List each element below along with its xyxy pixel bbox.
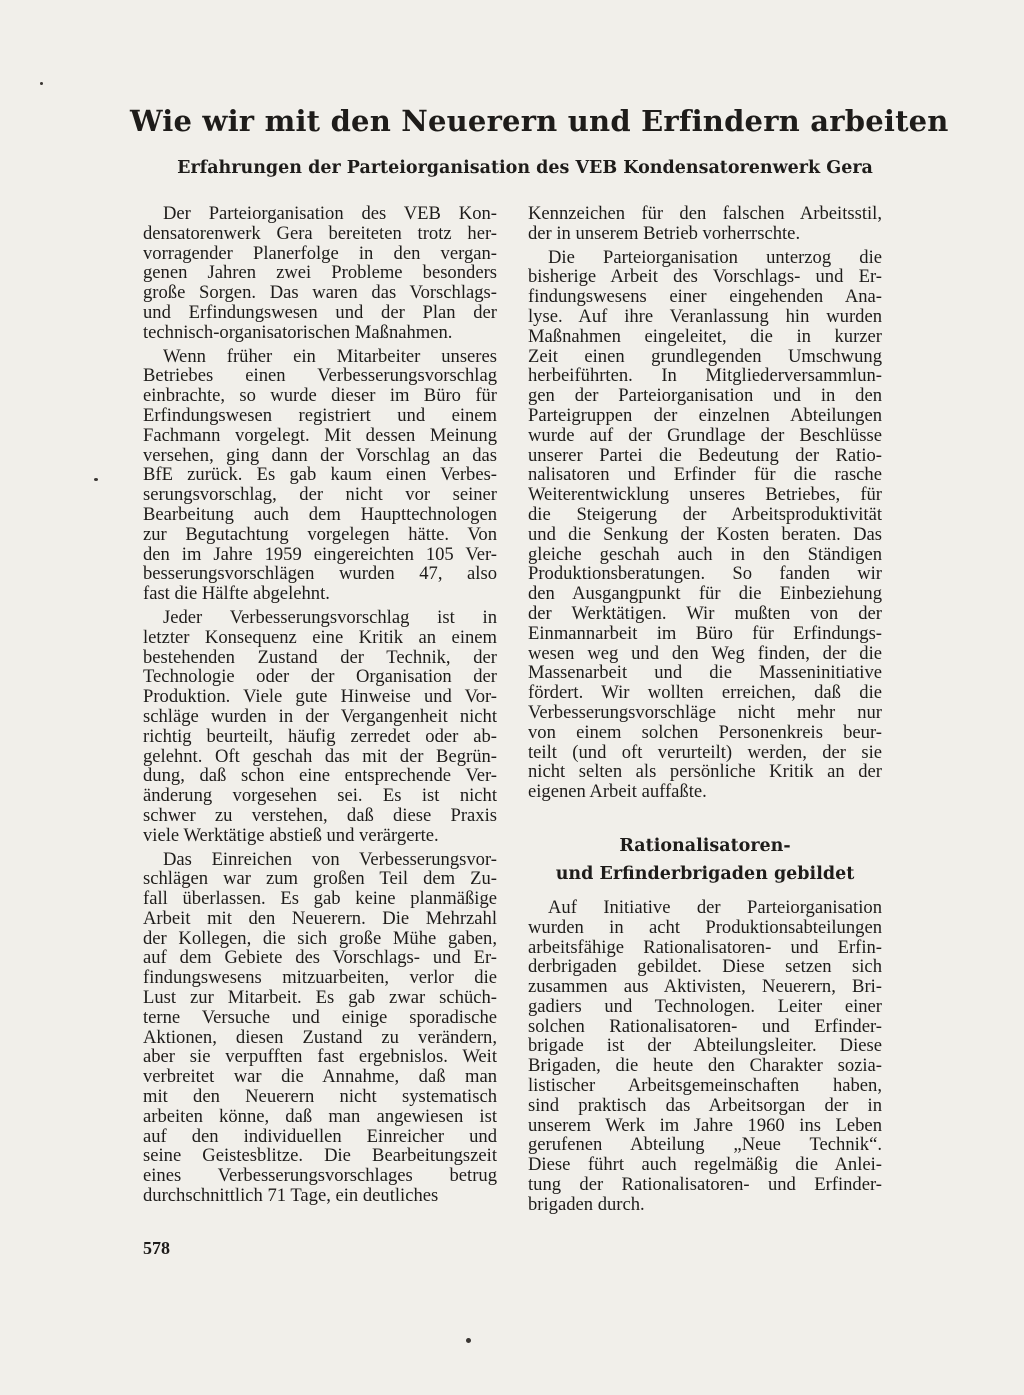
section-heading: [528, 832, 882, 888]
text-line: Auf Initiative der Parteiorganisation: [548, 896, 882, 918]
text-line: Jeder Verbesserungsvorschlag ist in: [163, 606, 497, 628]
text-line: gadiers und Technologen. Leiter einer: [528, 995, 882, 1017]
text-line: der Kollegen, die sich große Mühe gaben,: [143, 927, 497, 949]
paragraph: [528, 898, 882, 1215]
text-line: mit den Neuerern nicht systematisch: [143, 1086, 497, 1108]
text-line: und die Senkung der Kosten beraten. Das: [528, 523, 882, 545]
text-line: Diese führt auch regelmäßig die Anlei-: [528, 1154, 882, 1176]
text-line: Verbesserungsvorschläge nicht mehr nur: [528, 701, 882, 723]
text-line: genen Jahren zwei Probleme besonders: [143, 262, 497, 284]
text-line: Technologie oder der Organisation der: [143, 666, 497, 688]
text-line: eigenen Arbeit auffaßte.: [528, 781, 707, 803]
text-line: serungsvorschlag, der nicht vor seiner: [143, 484, 497, 506]
text-line: gerufenen Abteilung „Neue Technik“.: [528, 1134, 882, 1156]
text-line: findungswesens mitzuarbeiten, verlor die: [143, 967, 497, 989]
text-line: Erfindungswesen registriert und einem: [143, 404, 497, 426]
text-line: unserer Partei die Bedeutung der Ratio-: [528, 444, 882, 466]
text-line: teilt (und oft verurteilt) werden, der sie: [528, 741, 882, 763]
text-line: lyse. Auf ihre Veranlassung hin wurden: [528, 305, 882, 327]
text-line: verbreitet war die Annahme, daß man: [143, 1066, 497, 1088]
text-line: Betriebes einen Verbesserungsvorschlag: [143, 365, 497, 387]
text-line: herbeiführten. In Mitgliederversammlun-: [528, 365, 882, 387]
text-line: Das Einreichen von Verbesserungsvor-: [163, 848, 497, 870]
text-line: seine Geistesblitze. Die Bearbeitungszeit: [143, 1145, 497, 1167]
text-line: nalisatoren und Erfinder für die rasche: [528, 464, 882, 486]
text-line: zur Begutachtung vorgelegen hätte. Von: [143, 523, 497, 545]
text-line: Parteigruppen der einzelnen Abteilungen: [528, 404, 882, 426]
text-line: fast die Hälfte abgelehnt.: [143, 583, 330, 605]
text-line: BfE zurück. Es gab kaum einen Verbes-: [143, 464, 497, 486]
text-line: listischer Arbeitsgemeinschaften haben,: [528, 1075, 882, 1097]
scan-speck: [94, 478, 98, 481]
text-line: versehen, ging dann der Vorschlag an das: [143, 444, 497, 466]
text-line: von einem solchen Personenkreis beur-: [528, 721, 882, 743]
text-line: Kennzeichen für den falschen Arbeitsstil,: [528, 203, 882, 224]
text-line: fördert. Wir wollten erreichen, daß die: [528, 682, 882, 704]
text-line: aber sie verpufften fast ergebnislos. Weit: [143, 1046, 497, 1068]
text-line: wesen weg und den Weg finden, der die: [528, 642, 882, 664]
text-line: Aktionen, diesen Zustand zu verändern,: [143, 1026, 497, 1048]
text-line: findungswesens einer eingehenden Ana-: [528, 286, 882, 308]
text-line: densatorenwerk Gera bereiteten trotz her-: [143, 222, 497, 244]
text-line: bisherige Arbeit des Vorschlags- und Er-: [528, 266, 882, 288]
text-line: die Steigerung der Arbeitsproduktivität: [528, 503, 882, 525]
text-line: schwer zu verstehen, daß diese Praxis: [143, 804, 497, 826]
text-line: tung der Rationalisatoren- und Erfinder-: [528, 1174, 882, 1196]
text-line: richtig beurteilt, häufig zerredet oder ab-: [143, 725, 497, 747]
text-line: der in unserem Betrieb vorherrschte.: [528, 222, 801, 244]
text-line: letzter Konsequenz eine Kritik an einem: [143, 626, 497, 648]
page-number: 578: [143, 1238, 170, 1258]
text-line: Weiterentwicklung unseres Betriebes, für: [528, 484, 882, 506]
text-line: große Sorgen. Das waren das Vorschlags-: [143, 282, 497, 304]
text-line: auf den individuellen Einreicher und: [143, 1125, 497, 1147]
paragraph: [528, 248, 882, 802]
text-line: brigaden durch.: [528, 1193, 645, 1215]
text-line: technisch-organisatorischen Maßnahmen.: [143, 321, 453, 343]
text-line: schläge wurden in der Vergangenheit nicht: [143, 705, 497, 727]
text-line: gen der Parteiorganisation und in den: [528, 385, 882, 407]
text-line: schlägen war zum großen Teil dem Zu-: [143, 868, 497, 890]
text-line: fall überlassen. Es gab keine planmäßige: [143, 888, 497, 910]
text-line: auf dem Gebiete des Vorschlags- und Er-: [143, 947, 497, 969]
text-line: gleiche geschah auch in den Ständigen: [528, 543, 882, 565]
text-line: Massenarbeit und die Masseninitiative: [528, 662, 882, 684]
text-line: Bearbeitung auch dem Haupttechnologen: [143, 503, 497, 525]
text-line: bestehenden Zustand der Technik, der: [143, 646, 497, 668]
text-line: brigade ist der Abteilungsleiter. Diese: [528, 1035, 882, 1057]
text-line: viele Werktätige abstieß und verärgerte.: [143, 824, 439, 846]
text-line: Produktion. Viele gute Hinweise und Vor-: [143, 686, 497, 708]
text-line: Brigaden, die heute den Charakter sozia-: [528, 1055, 882, 1077]
text-line: Fachmann vorgelegt. Mit dessen Meinung: [143, 424, 497, 446]
text-line: zusammen aus Aktivisten, Neuerern, Bri-: [528, 976, 882, 998]
section-heading-line-2: und Erfinderbrigaden gebildet: [555, 863, 855, 884]
article-subtitle: Erfahrungen der Parteiorganisation des VEB Kondensatorenwerk Gera: [177, 158, 873, 178]
text-line: unserem Werk im Jahre 1960 ins Leben: [528, 1114, 882, 1136]
text-line: dung, daß schon eine entsprechende Ver-: [143, 765, 497, 787]
paragraph: [143, 204, 497, 343]
text-line: besserungsvorschlägen wurden 47, also: [143, 563, 497, 585]
text-line: vorragender Planerfolge in den vergan-: [143, 242, 497, 264]
text-line: nicht selten als persönliche Kritik an der: [528, 761, 882, 783]
scan-speck: [466, 1338, 471, 1343]
text-line: änderung vorgesehen sei. Es ist nicht: [143, 785, 497, 807]
text-line: durchschnittlich 71 Tage, ein deutliches: [143, 1185, 439, 1207]
text-line: arbeitsfähige Rationalisatoren- und Erfin-: [528, 936, 882, 958]
right-column: [528, 204, 882, 1219]
text-line: Der Parteiorganisation des VEB Kon-: [163, 203, 497, 224]
text-line: Maßnahmen eingeleitet, die in kurzer: [528, 325, 882, 347]
paragraph: [143, 347, 497, 604]
section-heading-line-1: Rationalisatoren-: [619, 835, 791, 856]
text-line: Zeit einen grundlegenden Umschwung: [528, 345, 882, 367]
text-line: eines Verbesserungsvorschlages betrug: [143, 1165, 497, 1187]
article-title: Wie wir mit den Neuerern und Erfindern arbeiten: [130, 104, 949, 138]
text-line: wurden in acht Produktionsabteilungen: [528, 916, 882, 938]
text-line: und Erfindungswesen und der Plan der: [143, 301, 497, 323]
paragraph: [143, 850, 497, 1206]
text-line: wurde auf der Grundlage der Beschlüsse: [528, 424, 882, 446]
paragraph: [143, 608, 497, 846]
text-line: terne Versuche und einige sporadische: [143, 1006, 497, 1028]
text-line: sind praktisch das Arbeitsorgan der in: [528, 1094, 882, 1116]
text-line: den im Jahre 1959 eingereichten 105 Ver-: [143, 543, 497, 565]
text-line: der Werktätigen. Wir mußten von der: [528, 602, 882, 624]
text-line: derbrigaden gebildet. Diese setzen sich: [528, 956, 882, 978]
text-line: arbeiten könne, daß man angewiesen ist: [143, 1105, 497, 1127]
text-line: gelehnt. Oft geschah das mit der Begrün-: [143, 745, 497, 767]
text-line: einbrachte, so wurde dieser im Büro für: [143, 385, 497, 407]
text-line: Einmannarbeit im Büro für Erfindungs-: [528, 622, 882, 644]
text-line: Die Parteiorganisation unterzog die: [548, 246, 882, 268]
text-line: Produktionsberatungen. So fanden wir: [528, 563, 882, 585]
paragraph: [528, 204, 882, 244]
text-line: Arbeit mit den Neuerern. Die Mehrzahl: [143, 907, 497, 929]
text-line: den Ausgangpunkt für die Einbeziehung: [528, 583, 882, 605]
text-line: Lust zur Mitarbeit. Es gab zwar schüch-: [143, 987, 497, 1009]
left-column: [143, 204, 497, 1210]
text-line: solchen Rationalisatoren- und Erfinder-: [528, 1015, 882, 1037]
scan-speck: [40, 82, 43, 85]
text-line: Wenn früher ein Mitarbeiter unseres: [163, 345, 497, 367]
